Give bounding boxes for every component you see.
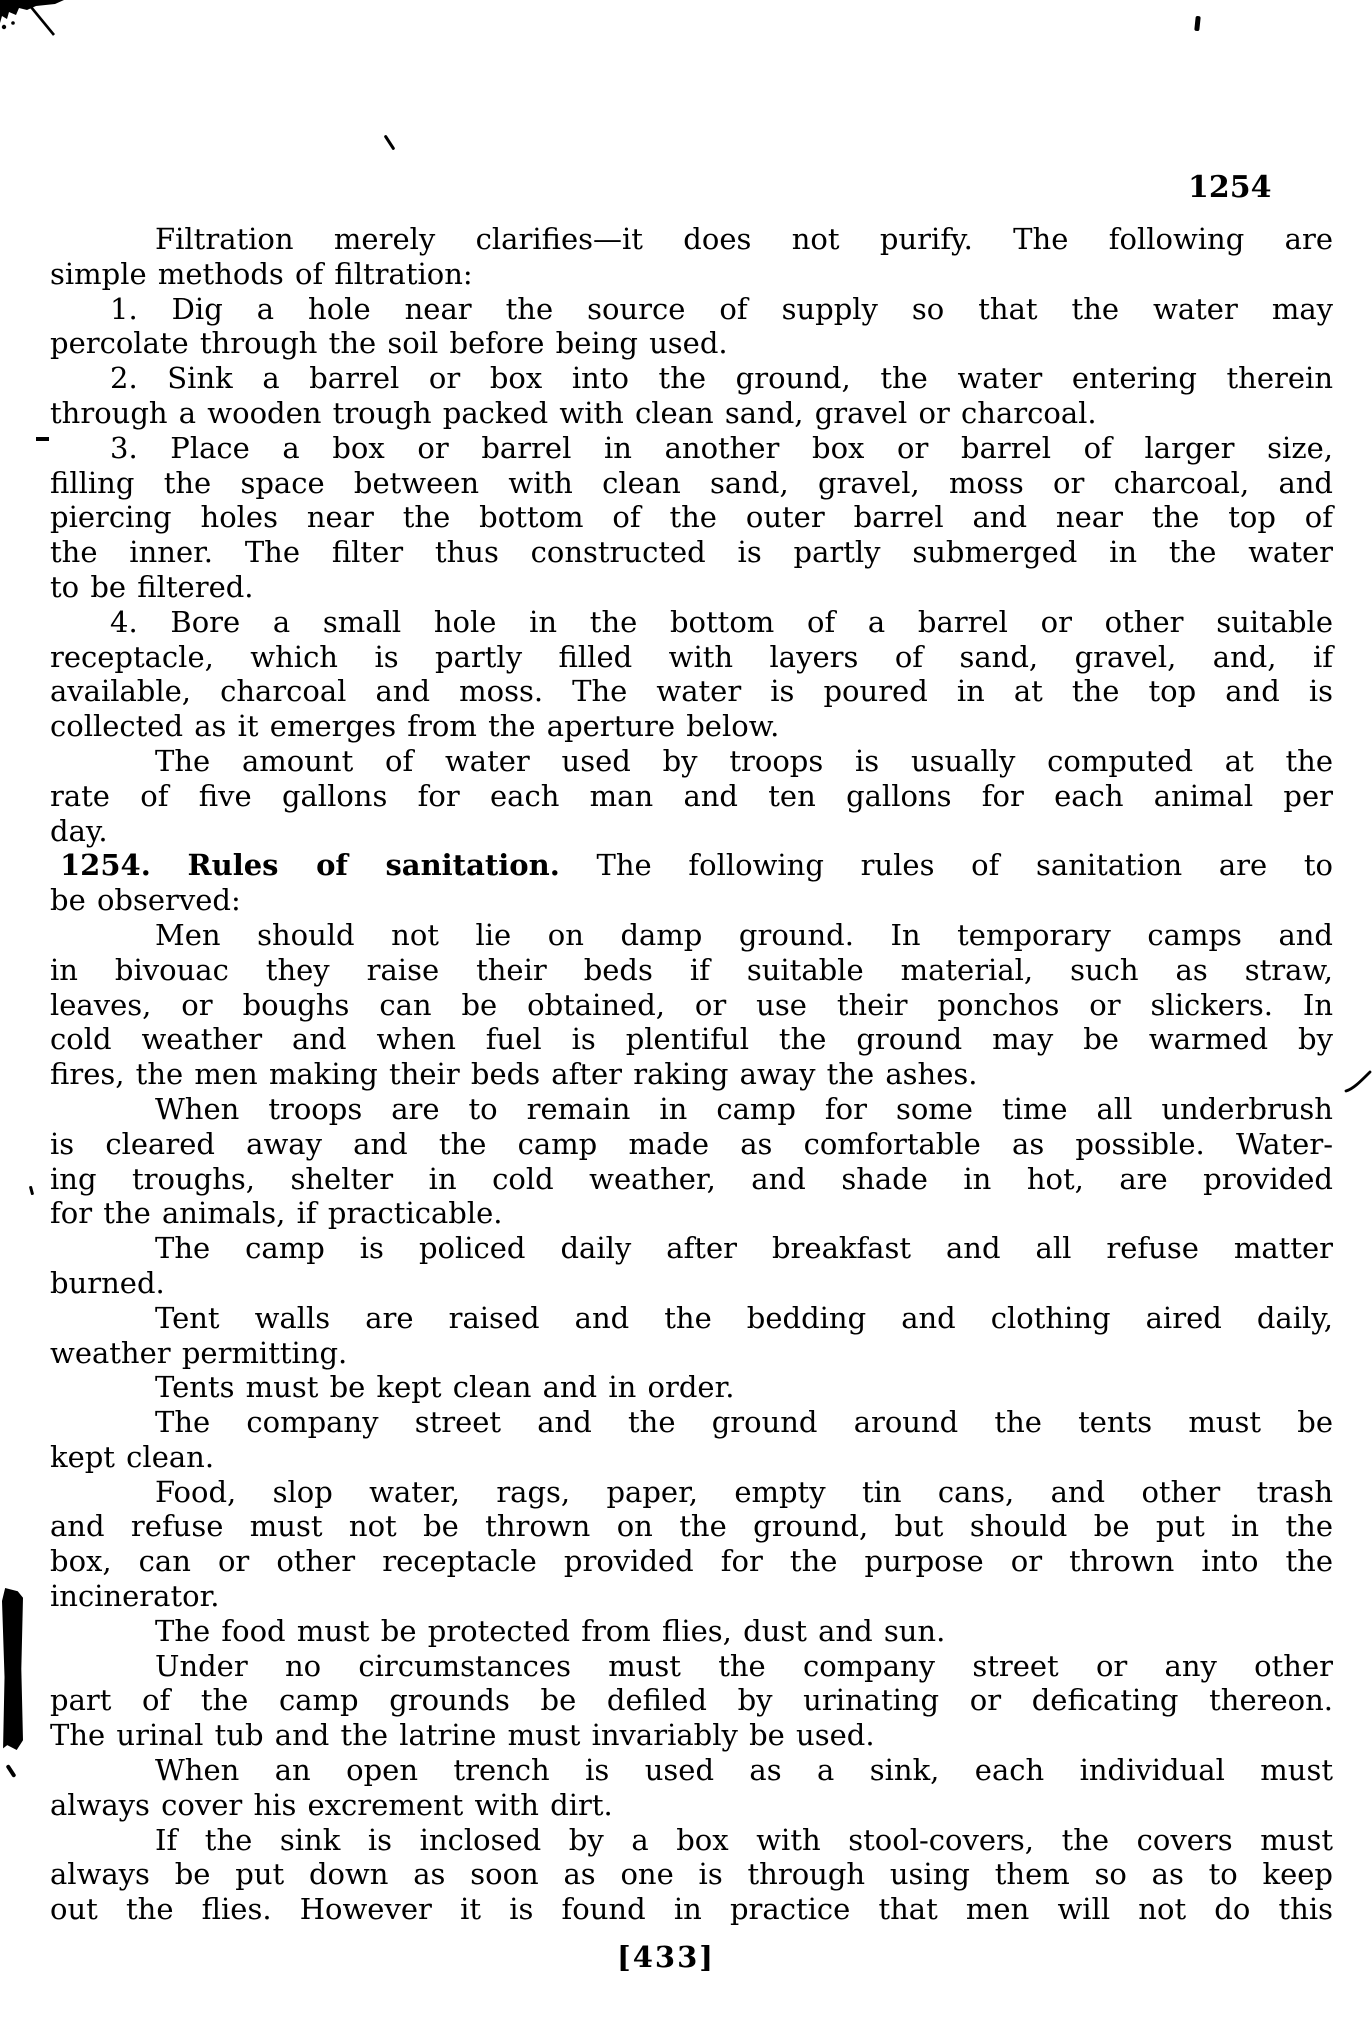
text-line: The amount of water used by troops is usually computed at the <box>155 743 1333 778</box>
scan-artifact-ink-tick <box>1194 16 1201 31</box>
text-line: out the flies. However it is found in practice that men will not do this <box>50 1892 1333 1927</box>
scan-artifact-margin-tick <box>29 1186 34 1195</box>
scan-artifact-margin-dash <box>36 437 49 441</box>
text-line-section-heading <box>50 848 1333 883</box>
text-line: If the sink is inclosed by a box with stool-covers, the covers must <box>155 1822 1333 1857</box>
text-line: cold weather and when fuel is plentiful the ground may be warmed by <box>50 1022 1333 1057</box>
text-line: part of the camp grounds be defiled by urinating or deficating thereon. <box>50 1683 1333 1718</box>
scan-artifact-pen-curve <box>1344 1070 1372 1094</box>
text-line: for the animals, if practicable. <box>50 1196 503 1231</box>
text-line: 2. Sink a barrel or box into the ground, the water entering therein <box>110 361 1333 396</box>
text-line: percolate through the soil before being used. <box>50 326 728 361</box>
text-line: The camp is policed daily after breakfast and all refuse matter <box>155 1231 1333 1266</box>
scan-artifact-torn-corner <box>0 0 82 44</box>
text-line: ing troughs, shelter in cold weather, and shade in hot, are provided <box>50 1161 1333 1196</box>
text-line: filling the space between with clean sand, gravel, moss or charcoal, and <box>50 465 1333 500</box>
text-line: rate of five gallons for each man and ten gallons for each animal per <box>50 778 1333 813</box>
text-line: The company street and the ground around the tents must be <box>155 1405 1333 1440</box>
text-line: fires, the men making their beds after raking away the ashes. <box>50 1057 978 1092</box>
text-line: to be filtered. <box>50 569 254 604</box>
text-line: 3. Place a box or barrel in another box or barrel of larger size, <box>110 430 1333 465</box>
text-line: simple methods of filtration: <box>50 256 473 291</box>
text-line: piercing holes near the bottom of the outer barrel and near the top of <box>50 500 1333 535</box>
text-line: is cleared away and the camp made as comfortable as possible. Water- <box>50 1126 1333 1161</box>
text-line: kept clean. <box>50 1439 215 1474</box>
text-line: 1. Dig a hole near the source of supply so that the water may <box>110 291 1333 326</box>
text-line: incinerator. <box>50 1579 220 1614</box>
text-line: leaves, or boughs can be obtained, or use their ponchos or slickers. In <box>50 987 1333 1022</box>
section-title: Rules of sanitation. <box>187 848 560 883</box>
section-number: 1254. <box>60 848 151 883</box>
text-line: always be put down as soon as one is through using them so as to keep <box>50 1857 1333 1892</box>
text-line: Tents must be kept clean and in order. <box>155 1370 735 1405</box>
text-line: Tent walls are raised and the bedding and clothing aired daily, <box>155 1300 1333 1335</box>
text-line: The food must be protected from flies, dust and sun. <box>155 1613 946 1648</box>
text-line: Filtration merely clarifies—it does not purify. The following are <box>155 222 1333 256</box>
text-line: Men should not lie on damp ground. In temporary camps and <box>155 917 1333 952</box>
scan-artifact-stray-stroke <box>384 135 396 151</box>
text-line: receptacle, which is partly filled with layers of sand, gravel, and, if <box>50 639 1333 674</box>
folio-number: [433] <box>617 1940 715 1974</box>
text-line: 4. Bore a small hole in the bottom of a barrel or other suitable <box>110 604 1333 639</box>
scan-artifact-edge-bar <box>2 1588 23 1750</box>
text-line: available, charcoal and moss. The water is poured in at the top and is <box>50 674 1333 709</box>
text-line: through a wooden trough packed with clean sand, gravel or charcoal. <box>50 395 1097 430</box>
section-heading-text: The following rules of sanitation are to <box>596 848 1333 883</box>
text-line: be observed: <box>50 883 241 918</box>
text-line: in bivouac they raise their beds if suitable material, such as straw, <box>50 952 1333 987</box>
text-line: The urinal tub and the latrine must invariably be used. <box>50 1718 875 1753</box>
text-line: the inner. The filter thus constructed is partly submerged in the water <box>50 535 1333 570</box>
text-line: day. <box>50 813 108 848</box>
text-line: Food, slop water, rags, paper, empty tin cans, and other trash <box>155 1474 1333 1509</box>
body-text <box>50 222 1333 1927</box>
text-line: When an open trench is used as a sink, each individual must <box>155 1753 1333 1788</box>
text-line: box, can or other receptacle provided for the purpose or thrown into the <box>50 1544 1333 1579</box>
text-line: and refuse must not be thrown on the ground, but should be put in the <box>50 1509 1333 1544</box>
text-line: burned. <box>50 1265 165 1300</box>
text-line: Under no circumstances must the company street or any other <box>155 1648 1333 1683</box>
page-number: 1254 <box>1188 170 1272 205</box>
text-line: collected as it emerges from the aperture below. <box>50 709 780 744</box>
scan-artifact-stray-stroke <box>6 1764 17 1778</box>
text-line: When troops are to remain in camp for some time all underbrush <box>155 1091 1333 1126</box>
text-line: weather permitting. <box>50 1335 348 1370</box>
text-line: always cover his excrement with dirt. <box>50 1787 613 1822</box>
